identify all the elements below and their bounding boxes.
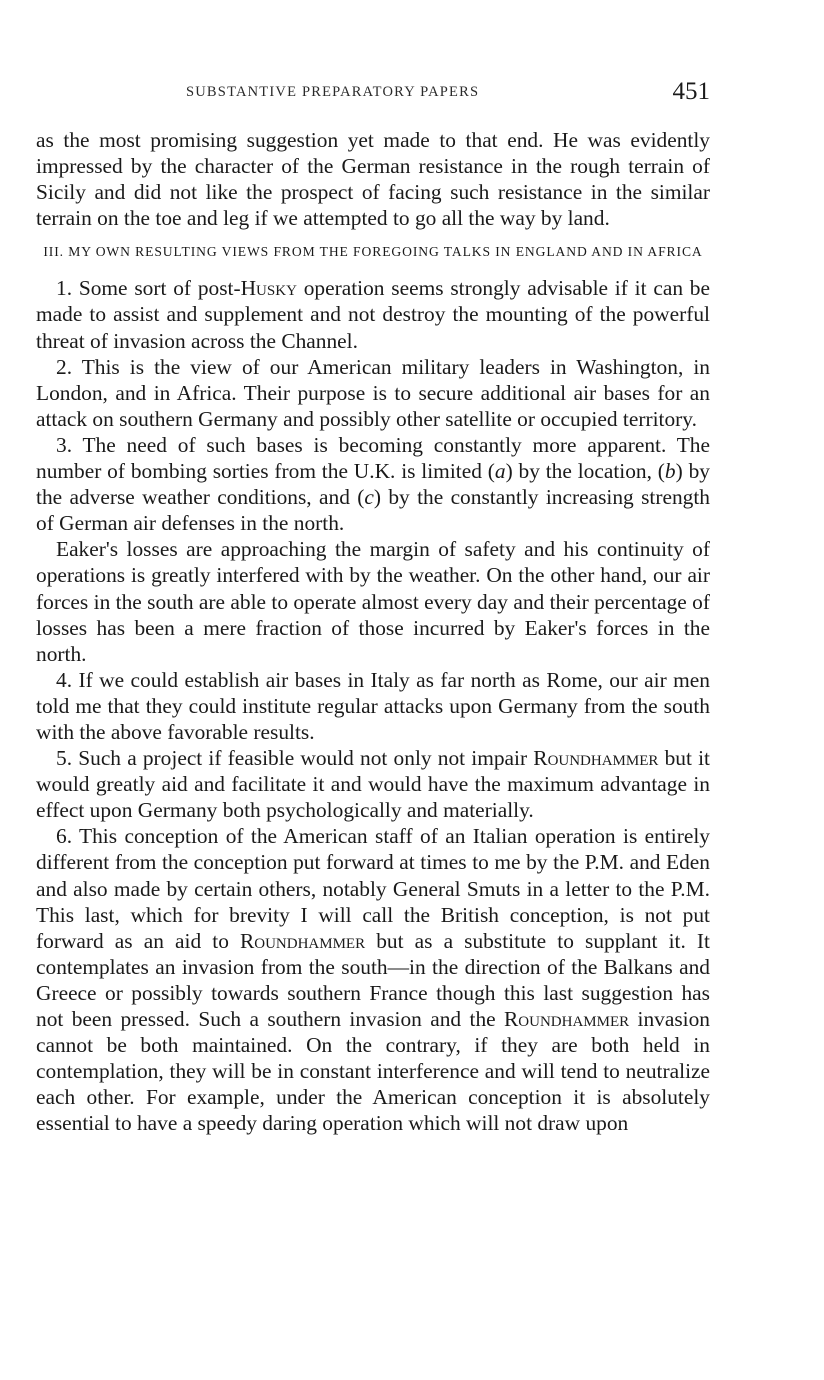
paragraph-5-text-a: 5. Such a project if feasible would not only not impair bbox=[56, 746, 534, 771]
body-text bbox=[36, 127, 710, 1136]
paragraph-3 bbox=[36, 432, 710, 536]
paragraph-6-text-b: but as a substitute to supplant it. It contemplates an invasion from the south—in the direction of the Balkans and Greece or possibly towards southern France though this last suggestion has not been pressed. Such a southern invasion and the bbox=[36, 928, 710, 1031]
paragraph-3-text-c: ) by the adverse weather conditions, and ( bbox=[36, 459, 710, 510]
paragraph-1-text-b: operation seems strongly advisable if it can be made to assist and supplement and not destroy the mounting of the powerful threat of invasion across the Channel. bbox=[36, 276, 710, 353]
section-heading: III. MY OWN RESULTING VIEWS FROM THE FOREGOING TALKS IN ENGLAND AND IN AFRICA bbox=[43, 244, 703, 260]
intro-paragraph: as the most promising suggestion yet made to that end. He was evidently impressed by the character of the German resistance in the rough terrain of Sicily and did not like the prospect of facing such resistance in the similar terrain on the toe and leg if we attempted to go all the way by land. bbox=[36, 128, 710, 231]
paragraph-5-text-b: but it would greatly aid and facilitate it and would have the maximum advantage in effect upon Germany both psychologically and materially. bbox=[36, 746, 710, 823]
paragraph-eaker: Eaker's losses are approaching the margin of safety and his continuity of operations is greatly interfered with by the weather. On the other hand, our air forces in the south are able to operate almost every day and their percentage of losses has been a mere fraction of those incurred by Eaker's forces in the north. bbox=[36, 537, 710, 666]
paragraph-1 bbox=[36, 275, 710, 353]
paragraph-3-letter-a: a bbox=[494, 459, 506, 484]
paragraph-3-text-a: 3. The need of such bases is becoming constantly more apparent. The number of bombing sorties from the U.K. is limited ( bbox=[36, 432, 710, 484]
paragraph-3-text-b: ) by the location, ( bbox=[505, 459, 665, 484]
paragraph-3-letter-b: b bbox=[664, 459, 676, 484]
paragraph-3-text-d: ) by the constantly increasing strength of German air defenses in the north. bbox=[36, 485, 710, 536]
running-header bbox=[36, 78, 710, 110]
operation-name-roundhammer: Roundhammer bbox=[533, 746, 659, 771]
paragraph-5 bbox=[36, 745, 710, 823]
operation-name-husky: Husky bbox=[240, 276, 297, 301]
page-number: 451 bbox=[672, 78, 710, 105]
paragraph-3-letter-c: c bbox=[364, 485, 374, 510]
paragraph-6 bbox=[36, 823, 710, 1136]
paragraph-6-text-a: 6. This conception of the American staff of an Italian operation is entirely different from the conception put forward at times to me by the P.M. and Eden and also made by certain others, notably General Smuts in a letter to the P.M. This last, which for brevity I will call the British conception, is not put forward as an aid to bbox=[36, 824, 710, 953]
running-title: SUBSTANTIVE PREPARATORY PAPERS bbox=[186, 84, 480, 100]
operation-name-roundhammer: Roundhammer bbox=[240, 928, 366, 953]
paragraph-1-text-a: 1. Some sort of post- bbox=[56, 276, 241, 301]
paragraph-6-text-c: invasion cannot be both maintained. On the contrary, if they are both held in contemplation, they will be in constant interference and will tend to neutralize each other. For example, under the American conception it is absolutely essential to have a speedy daring operation which will not draw upon bbox=[36, 1007, 710, 1136]
paragraph-4: 4. If we could establish air bases in Italy as far north as Rome, our air men told me that they could institute regular attacks upon Germany from the south with the above favorable results. bbox=[36, 667, 710, 744]
paragraph-2: 2. This is the view of our American military leaders in Washington, in London, and in Africa. Their purpose is to secure additional air bases for an attack on southern Germany and possibly other satellite or occupied territory. bbox=[36, 354, 710, 431]
operation-name-roundhammer: Roundhammer bbox=[504, 1007, 630, 1031]
